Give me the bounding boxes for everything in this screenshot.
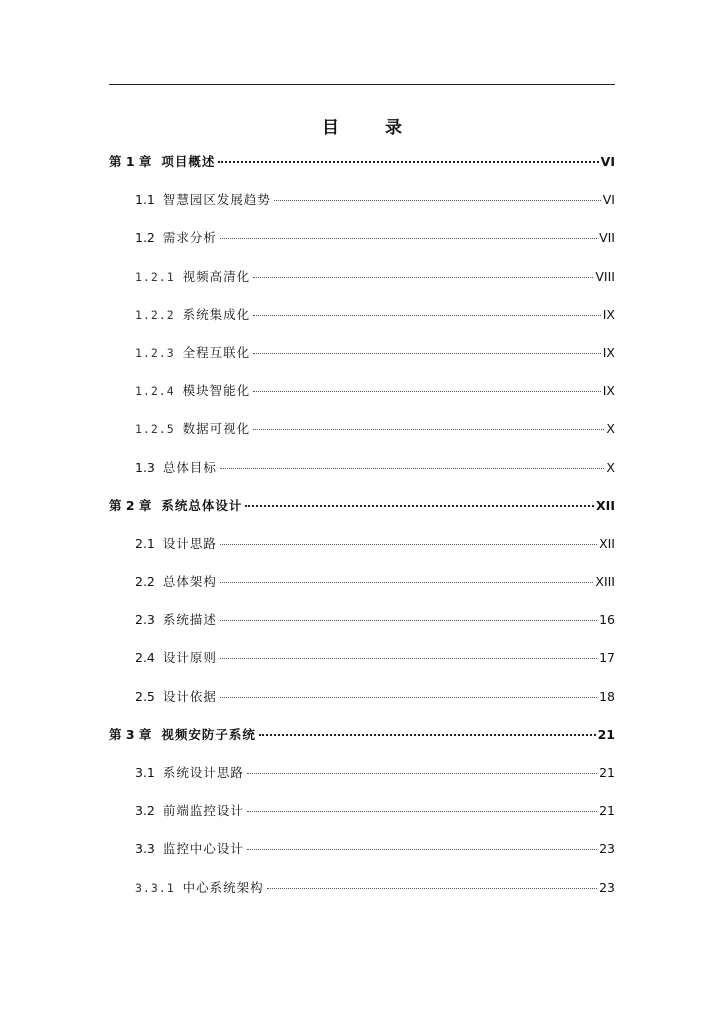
toc-entry-number: 1.3 bbox=[135, 459, 155, 475]
toc-entry-title: 系统描述 bbox=[162, 612, 217, 628]
toc-entry-page: 23 bbox=[599, 841, 615, 857]
dot-leader bbox=[247, 849, 597, 850]
toc-entry-title: 需求分析 bbox=[162, 230, 217, 246]
toc-entry-page: IX bbox=[602, 344, 615, 360]
toc-entry-page: 18 bbox=[599, 688, 615, 704]
dot-leader bbox=[220, 238, 597, 239]
toc-entry-page: XIII bbox=[595, 574, 615, 590]
toc-entry-number: 2.3 bbox=[135, 612, 155, 628]
toc-entry-page: 16 bbox=[599, 612, 615, 628]
toc-entry-page: XII bbox=[596, 497, 615, 513]
toc-entry-1-2-1[interactable] bbox=[109, 267, 615, 305]
toc-entry-number: 1.2 bbox=[135, 230, 155, 246]
toc-entry-1-3[interactable] bbox=[109, 458, 615, 496]
toc-entry-page: 21 bbox=[597, 726, 615, 742]
toc-entry-title: 中心系统架构 bbox=[182, 879, 264, 895]
toc-entry-page: 21 bbox=[599, 803, 615, 819]
dot-leader bbox=[220, 544, 597, 545]
toc-entry-page: VIII bbox=[595, 268, 615, 284]
toc-entry-page: 17 bbox=[599, 650, 615, 666]
toc-entry-title: 系统设计思路 bbox=[162, 765, 244, 780]
toc-entry-page: XII bbox=[599, 535, 615, 551]
toc-entry-page: VI bbox=[600, 154, 615, 169]
dot-leader bbox=[245, 505, 594, 507]
toc-entry-2-1[interactable] bbox=[109, 534, 615, 572]
toc-entry-number: 3.1 bbox=[135, 765, 155, 780]
toc-entry-title: 系统总体设计 bbox=[161, 497, 243, 513]
dot-leader bbox=[220, 468, 605, 469]
toc-entry-title: 监控中心设计 bbox=[162, 841, 244, 857]
toc-entry-number: 2.1 bbox=[135, 535, 155, 551]
toc-entry-3-2[interactable] bbox=[109, 801, 615, 839]
dot-leader bbox=[253, 391, 601, 392]
header-rule bbox=[109, 84, 615, 85]
dot-leader bbox=[220, 658, 597, 659]
dot-leader bbox=[259, 734, 596, 736]
toc-entry-title: 总体目标 bbox=[162, 459, 217, 475]
toc-entry-title: 数据可视化 bbox=[182, 421, 251, 437]
toc-entry-title: 前端监控设计 bbox=[162, 803, 244, 819]
dot-leader bbox=[253, 277, 593, 278]
dot-leader bbox=[253, 315, 601, 316]
toc-entry-1-2-2[interactable] bbox=[109, 305, 615, 343]
toc-entry-number: 1.2.2 bbox=[135, 307, 175, 322]
toc-entry-page: 23 bbox=[599, 879, 615, 895]
toc-entry-page: X bbox=[606, 421, 615, 437]
dot-leader bbox=[218, 161, 598, 163]
toc-entry-title: 全程互联化 bbox=[182, 344, 251, 360]
toc-entry-page: IX bbox=[602, 383, 615, 399]
toc-entry-title: 设计思路 bbox=[162, 535, 217, 551]
dot-leader bbox=[247, 773, 597, 774]
toc-entry-title: 系统集成化 bbox=[182, 306, 251, 322]
toc-entry-1-1[interactable] bbox=[109, 190, 615, 228]
dot-leader bbox=[253, 353, 601, 354]
toc-entry-number: 第 2 章 bbox=[109, 497, 152, 513]
toc-entry-1-2-5[interactable] bbox=[109, 419, 615, 457]
toc-entry-3-3[interactable] bbox=[109, 839, 615, 877]
toc-entry-chapter-2[interactable] bbox=[109, 496, 615, 534]
toc-entry-3-3-1[interactable] bbox=[109, 878, 615, 916]
toc-entry-number: 1.1 bbox=[135, 192, 155, 208]
dot-leader bbox=[267, 888, 597, 889]
toc-entry-number: 第 1 章 bbox=[109, 154, 152, 169]
toc-entry-title: 项目概述 bbox=[161, 154, 216, 169]
toc-entry-title: 智慧园区发展趋势 bbox=[162, 192, 271, 208]
toc-entry-number: 3.3 bbox=[135, 841, 155, 857]
toc-entry-title: 总体架构 bbox=[162, 574, 217, 590]
toc-entry-number: 3.2 bbox=[135, 803, 155, 819]
toc-entry-page: 21 bbox=[599, 765, 615, 780]
toc-entry-page: IX bbox=[602, 306, 615, 322]
toc-entry-1-2-3[interactable] bbox=[109, 343, 615, 381]
toc-title: 目 录 bbox=[322, 118, 422, 138]
toc-entry-chapter-3[interactable] bbox=[109, 725, 615, 763]
toc-entry-title: 视频高清化 bbox=[182, 268, 251, 284]
toc-entry-2-4[interactable] bbox=[109, 648, 615, 686]
toc-entry-number: 1.2.5 bbox=[135, 422, 175, 437]
toc-entry-number: 1.2.4 bbox=[135, 384, 175, 399]
toc-entry-chapter-1[interactable] bbox=[109, 152, 615, 190]
toc-entry-number: 3.3.1 bbox=[135, 880, 175, 895]
toc-entry-3-1[interactable] bbox=[109, 763, 615, 801]
toc-entry-number: 2.4 bbox=[135, 650, 155, 666]
dot-leader bbox=[220, 697, 597, 698]
toc-entry-2-5[interactable] bbox=[109, 687, 615, 725]
toc-entry-number: 1.2.3 bbox=[135, 345, 175, 360]
dot-leader bbox=[274, 200, 601, 201]
toc-entry-page: VI bbox=[602, 192, 615, 208]
toc-entry-number: 第 3 章 bbox=[109, 726, 152, 742]
toc-entry-title: 设计依据 bbox=[162, 688, 217, 704]
toc-entry-page: X bbox=[606, 459, 615, 475]
toc-entry-number: 2.2 bbox=[135, 574, 155, 590]
toc-entry-1-2-4[interactable] bbox=[109, 381, 615, 419]
toc-entry-number: 2.5 bbox=[135, 688, 155, 704]
toc-entry-page: VII bbox=[599, 230, 615, 246]
toc-entry-title: 模块智能化 bbox=[182, 383, 251, 399]
toc-entry-1-2[interactable] bbox=[109, 228, 615, 266]
dot-leader bbox=[253, 429, 604, 430]
toc-entry-title: 设计原则 bbox=[162, 650, 217, 666]
toc-entry-number: 1.2.1 bbox=[135, 269, 175, 284]
dot-leader bbox=[220, 620, 597, 621]
dot-leader bbox=[247, 811, 597, 812]
toc-entry-2-2[interactable] bbox=[109, 572, 615, 610]
toc-entry-2-3[interactable] bbox=[109, 610, 615, 648]
dot-leader bbox=[220, 582, 593, 583]
toc-entry-title: 视频安防子系统 bbox=[161, 726, 256, 742]
table-of-contents bbox=[109, 152, 615, 916]
